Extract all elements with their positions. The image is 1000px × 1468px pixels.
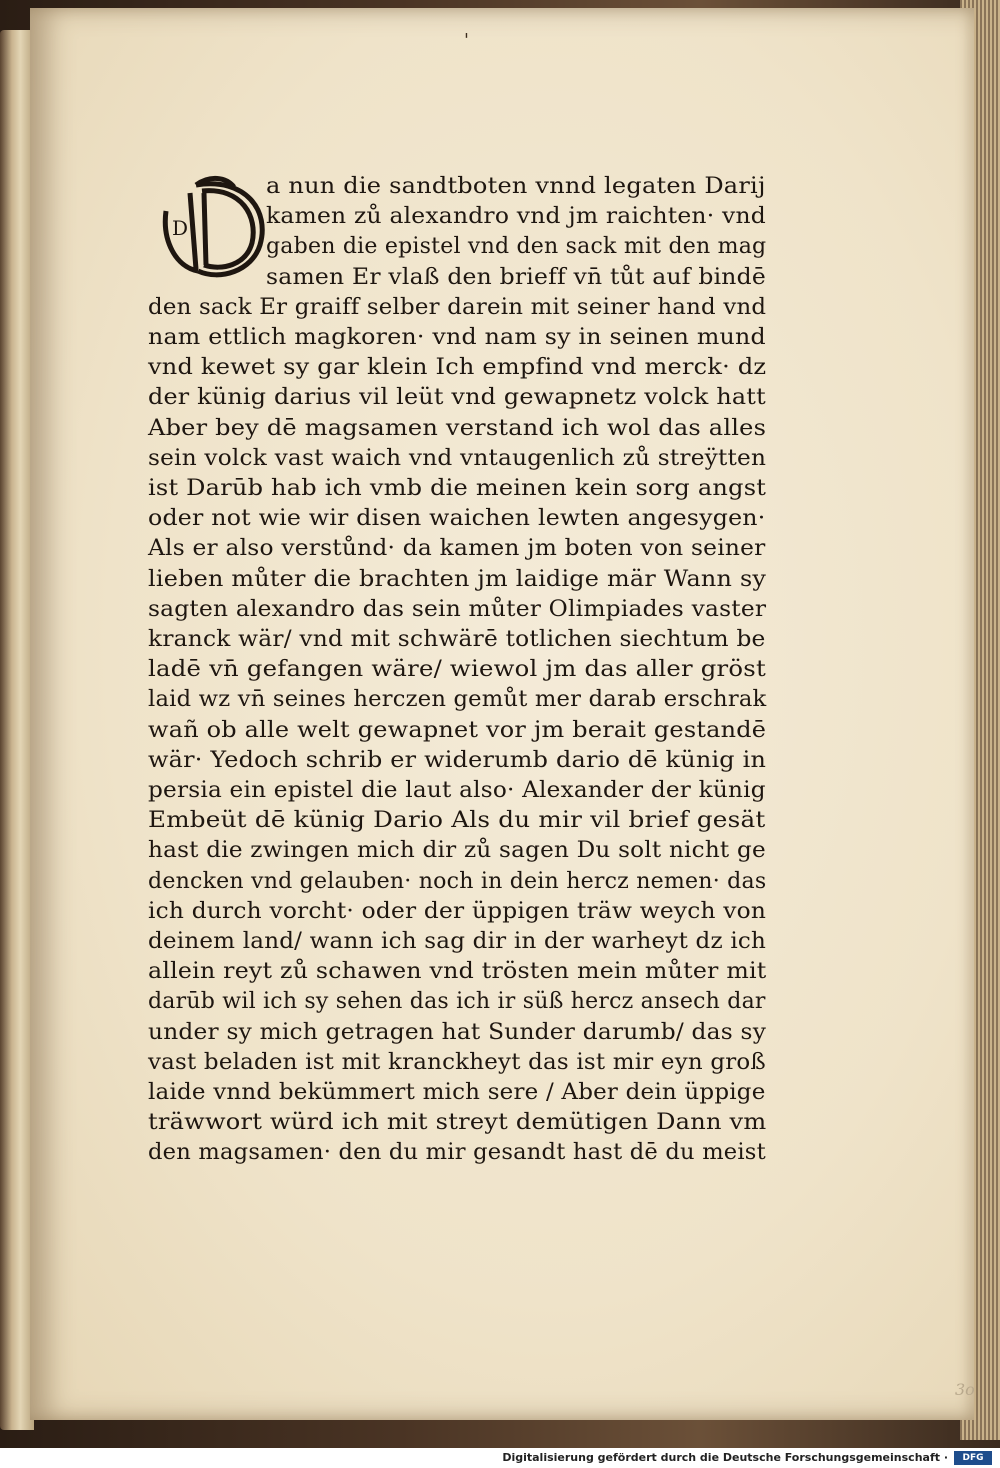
book-page [30, 8, 974, 1420]
text-line: sagten alexandro das sein můter Olimpiades vaster [148, 596, 767, 622]
text-line: persia ein epistel die laut also· Alexander der künig [148, 778, 766, 803]
text-line: vnd kewet sy gar klein Ich empfind vnd merck· dz [148, 355, 767, 381]
text-line: dencken vnd gelauben· noch in dein hercz nemen· das [148, 868, 767, 894]
top-mark: ' [464, 30, 469, 51]
text-line: sein volck vast waich vnd vntaugenlich zů streÿtten [148, 445, 767, 471]
footer-credit: Digitalisierung gefördert durch die Deutsche Forschungsgemeinschaft · [502, 1451, 948, 1464]
text-line: gaben die epistel vnd den sack mit den mag [266, 234, 767, 260]
text-line: a nun die sandtboten vnnd legaten Darij [266, 174, 766, 199]
text-line: ist Darūb hab ich vmb die meinen kein sorg angst [148, 476, 767, 501]
text-line: ladē vn̄ gefangen wäre/ wiewol jm das aller gröst [148, 657, 766, 683]
text-line: hast die zwingen mich dir zů sagen Du solt nicht ge [148, 838, 766, 864]
text-line: nam ettlich magkoren· vnd nam sy in seinen mund [148, 325, 766, 350]
text-line: deinem land/ wann ich sag dir in der warheyt dz ich [148, 929, 767, 954]
text-line: der künig darius vil leüt vnd gewapnetz volck hatt [148, 385, 766, 411]
initial-letter: D [172, 216, 189, 240]
text-line: samen Er vlaß den brieff vn̄ tůt auf bindē [266, 264, 766, 290]
text-line: ich durch vorcht· oder der üppigen träw weych von [148, 898, 767, 924]
text-line: wär· Yedoch schrib er widerumb dario dē künig in [148, 747, 767, 773]
text-line: Embeüt dē künig Dario Als du mir vil brief gesät [148, 808, 766, 834]
text-line: wañ ob alle welt gewapnet vor jm berait gestandē [148, 717, 767, 743]
text-line: allein reyt zů schawen vnd trösten mein můter mit [148, 959, 767, 985]
text-block [148, 168, 778, 1168]
text-line: lieben můter die brachten jm laidige mär Wann sy [148, 566, 767, 592]
text-line: darūb wil ich sy sehen das ich ir süß hercz ansech dar [148, 989, 766, 1015]
text-line: oder not wie wir disen waichen lewten angesygen· [148, 506, 766, 532]
text-line: Als er also verstůnd· da kamen jm boten von seiner [148, 536, 766, 562]
text-line: vast beladen ist mit kranckheyt das ist mir eyn groß [148, 1049, 766, 1075]
text-line: laide vnnd bekümmert mich sere / Aber dein üppige [148, 1080, 766, 1105]
dfg-logo: DFG [954, 1451, 992, 1465]
text-line: den sack Er graiff selber darein mit seiner hand vnd [148, 294, 767, 320]
book-left-edge [0, 30, 34, 1430]
text-line: laid wz vn̄ seines herczen gemůt mer darab erschrak [148, 687, 767, 713]
text-line: Aber bey dē magsamen verstand ich wol das alles [148, 415, 767, 441]
text-line: under sy mich getragen hat Sunder darumb/ das sy [148, 1019, 767, 1045]
text-line: kamen zů alexandro vnd jm raichten· vnd [266, 204, 766, 230]
folio-number: 3o [955, 1380, 975, 1399]
footer-bar [0, 1448, 1000, 1468]
text-line: den magsamen· den du mir gesandt hast dē du meist [148, 1140, 766, 1166]
text-line: träwwort würd ich mit streyt demütigen Dann vm [148, 1110, 767, 1136]
text-line: kranck wär/ vnd mit schwärē totlichen siechtum be [148, 627, 766, 652]
